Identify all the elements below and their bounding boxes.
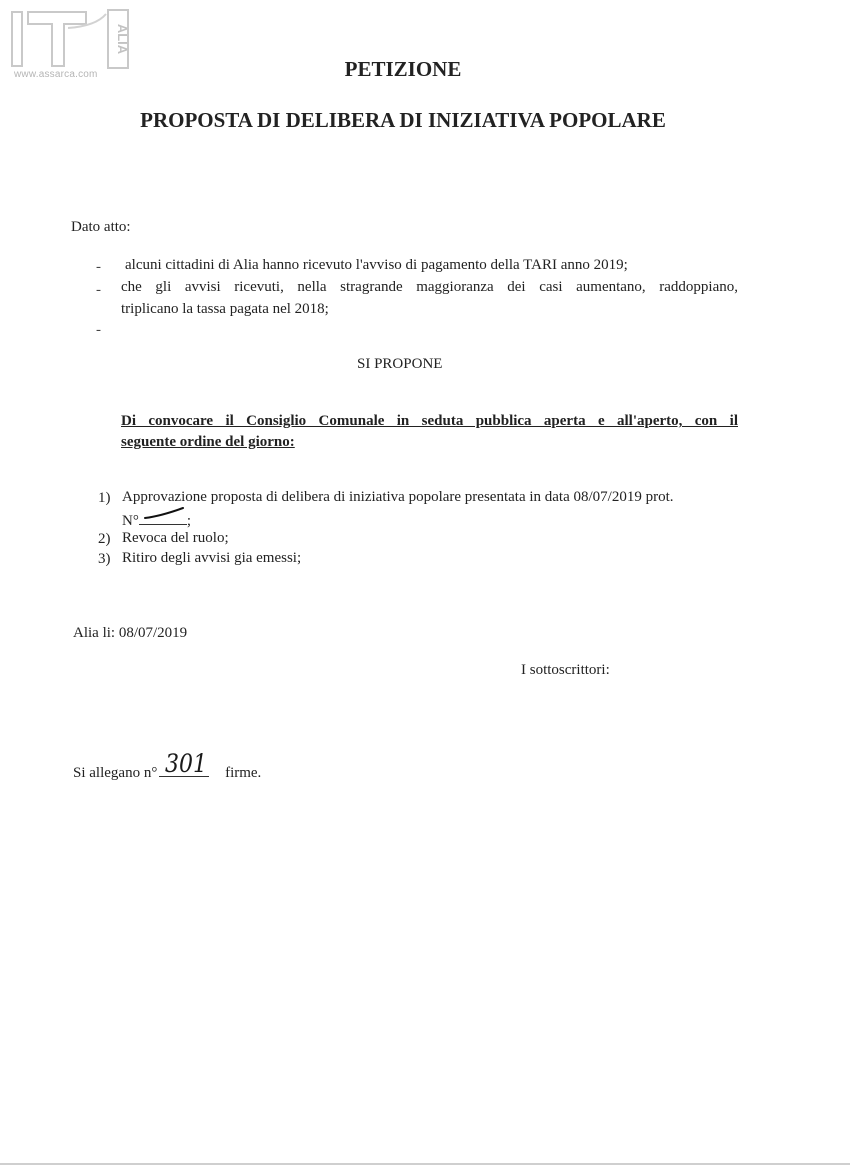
agenda-number: 2) (98, 531, 111, 547)
agenda-item: Approvazione proposta di delibera di iniziativa popolare presentata in data 08/07/2019 prot. (122, 489, 674, 505)
signature-count-field (159, 749, 209, 778)
convene-line-1: Di convocare il Consiglio Comunale in seduta pubblica aperta e all'aperto, con il (121, 413, 738, 429)
document-title: PETIZIONE (344, 57, 462, 81)
attachments-line (73, 749, 262, 782)
bullet-marker: - (96, 282, 101, 298)
attachments-prefix: Si allegano n° (73, 765, 158, 781)
page-bottom-edge (0, 1163, 850, 1165)
handwritten-signature-count (159, 744, 215, 778)
bullet-text: che gli avvisi ricevuti, nella stragrande maggioranza dei casi aumentano, raddoppiano, (121, 279, 738, 295)
agenda-number: 1) (98, 490, 111, 506)
protocol-number-label: N° (122, 513, 139, 529)
watermark-side-text: ALIA (115, 23, 130, 55)
place-date: Alia li: 08/07/2019 (73, 625, 188, 641)
propose-heading: SI PROPONE (357, 356, 443, 372)
attachments-suffix: firme. (225, 765, 262, 781)
agenda-item-continuation (122, 510, 191, 530)
document-subtitle: PROPOSTA DI DELIBERA DI INIZIATIVA POPOLARE (140, 108, 666, 132)
agenda-item: Revoca del ruolo; (122, 530, 229, 546)
signature-count-value: 301 (165, 749, 208, 778)
bullet-text-continuation: triplicano la tassa pagata nel 2018; (121, 301, 329, 317)
bullet-marker: - (96, 259, 101, 275)
convene-line-2: seguente ordine del giorno: (121, 434, 295, 450)
agenda-number: 3) (98, 551, 111, 567)
protocol-number-blank (139, 510, 187, 525)
handwritten-dash (143, 506, 187, 522)
intro-text: Dato atto: (71, 219, 131, 235)
agenda-item: Ritiro degli avvisi gia emessi; (122, 550, 302, 566)
signers-label: I sottoscrittori: (521, 662, 610, 678)
bullet-marker: - (96, 322, 101, 338)
protocol-number-semicolon: ; (186, 513, 192, 529)
bullet-text: alcuni cittadini di Alia hanno ricevuto l'avviso di pagamento della TARI anno 2019; (125, 257, 628, 273)
watermark-site: www.assarca.com (14, 69, 98, 80)
